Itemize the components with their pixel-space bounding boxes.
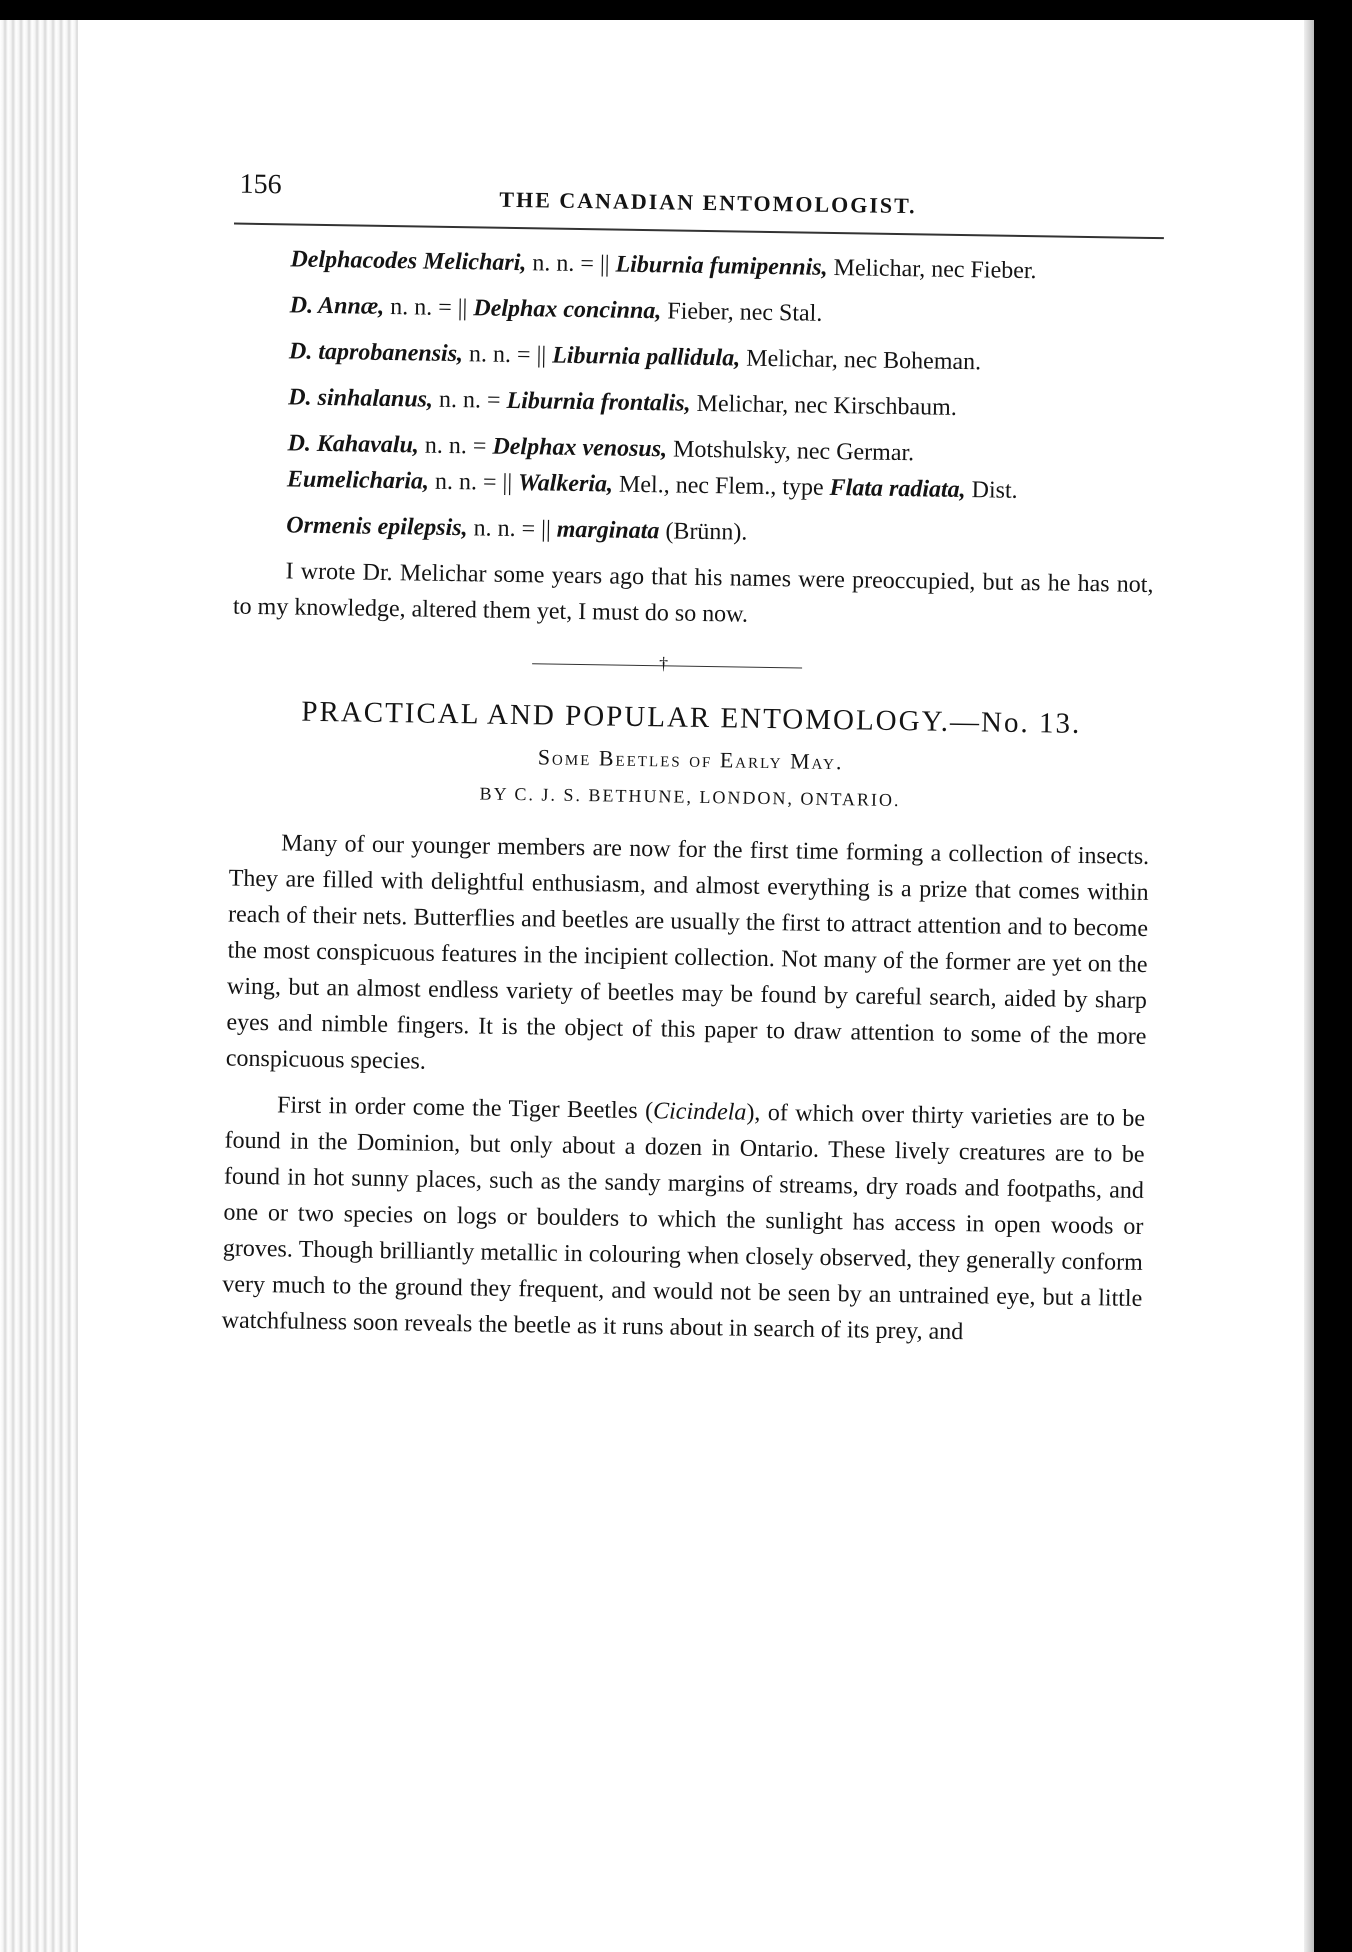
page-gutter-shadow bbox=[1304, 20, 1314, 1952]
old-name: Delphax venosus, bbox=[492, 433, 668, 463]
running-head bbox=[199, 160, 1160, 233]
abbreviation: n. n. = || bbox=[462, 341, 553, 369]
adjacent-page-edge bbox=[0, 20, 78, 1952]
synonymy-entry bbox=[234, 507, 1154, 557]
type-name: Flata radiata, bbox=[829, 474, 966, 504]
authority: Melichar, nec Kirschbaum. bbox=[690, 390, 958, 421]
authority: Mel., nec Flem., type bbox=[612, 471, 830, 501]
article-byline: BY C. J. S. BETHUNE, LONDON, ONTARIO. bbox=[479, 783, 901, 811]
page-number: 156 bbox=[239, 168, 282, 201]
new-name: D. Kahavalu, bbox=[287, 430, 420, 459]
article-title: PRACTICAL AND POPULAR ENTOMOLOGY.—No. 13. bbox=[301, 695, 1082, 740]
paragraph-text: First in order come the Tiger Beetles ( bbox=[276, 1092, 654, 1125]
old-name: marginata bbox=[556, 516, 660, 545]
new-name: D. Annæ, bbox=[289, 292, 385, 320]
header-rule bbox=[234, 223, 1164, 240]
new-name: Delphacodes Melichari, bbox=[290, 246, 527, 277]
old-name: Liburnia fumipennis, bbox=[615, 251, 828, 281]
article-body bbox=[181, 824, 1149, 1353]
abbreviation: n. n. = || bbox=[467, 515, 557, 543]
genus-name: Cicindela bbox=[652, 1098, 747, 1126]
new-name: Eumelicharia, bbox=[286, 466, 430, 495]
authority: Melichar, nec Boheman. bbox=[740, 345, 982, 376]
article-paragraph: Many of our younger members are now for the first time forming a collection of insects. They are filled with delightful enthusiasm, and almost everything is a prize that comes within reach of their nets. Butterflies and beetles are usually the first to attract attention and to become the most conspicuous features in the incipient collection. Not many of the former are yet on the wing, but an almost endless variety of beetles may be found by careful search, aided by sharp eyes and nimble fingers. It is the object of this paper to draw attention to some of the more conspicuous species. bbox=[225, 830, 1150, 1075]
scan-top-border bbox=[0, 0, 1352, 20]
section-divider bbox=[192, 640, 1153, 695]
type-authority: Dist. bbox=[965, 477, 1018, 504]
old-name: Liburnia pallidula, bbox=[551, 342, 741, 372]
authority: Fieber, nec Stal. bbox=[661, 298, 823, 327]
synonymy-list bbox=[194, 240, 1159, 557]
paragraph-text: ), of which over thirty varieties are to be found in the Dominion, but only about a dozen in Ontario. These lively creatures are to be found in hot sunny places, such as the sandy margins of streams, dry roads and footpaths, and one or two species on logs or boulders to which the sunlight has access in open woods or groves. Though brilliantly metallic in colouring when closely observed, they generally conform very much to the ground they frequent, and would not be seen by an untrained eye, but a little watchfulness soon reveals the beetle as it runs about in search of its prey, and bbox=[221, 1099, 1146, 1346]
old-name: Walkeria, bbox=[517, 470, 614, 498]
synonymy-entry bbox=[237, 333, 1157, 383]
abbreviation: n. n. = || bbox=[526, 250, 616, 278]
closing-paragraph: I wrote Dr. Melichar some years ago that his names were preoccupied, but as he has not, to my knowledge, altered them yet, I must do so now. bbox=[232, 558, 1154, 628]
scan-right-border bbox=[1314, 0, 1352, 1952]
old-name: Delphax concinna, bbox=[473, 295, 662, 325]
authority: Melichar, nec Fieber. bbox=[827, 254, 1037, 285]
old-name: Liburnia frontalis, bbox=[506, 387, 691, 417]
abbreviation: n. n. = bbox=[418, 432, 493, 460]
synonymy-entry bbox=[236, 379, 1156, 429]
article-paragraph bbox=[221, 1087, 1145, 1353]
authority: (Brünn). bbox=[659, 518, 748, 546]
journal-title: THE CANADIAN ENTOMOLOGIST. bbox=[499, 186, 917, 219]
abbreviation: n. n. = || bbox=[428, 468, 519, 497]
journal-page bbox=[181, 160, 1160, 1363]
new-name: D. sinhalanus, bbox=[288, 384, 434, 413]
synonymy-entry bbox=[238, 241, 1158, 291]
synonymy-entry bbox=[237, 287, 1157, 337]
new-name: Ormenis epilepsis, bbox=[286, 512, 468, 542]
divider-ornament: † bbox=[658, 653, 669, 674]
article-subtitle: Some Beetles of Early May. bbox=[537, 744, 844, 775]
abbreviation: n. n. = bbox=[432, 386, 507, 414]
abbreviation: n. n. = || bbox=[383, 293, 474, 322]
authority: Motshulsky, nec Germar. bbox=[666, 436, 915, 467]
new-name: D. taprobanensis, bbox=[288, 338, 464, 368]
